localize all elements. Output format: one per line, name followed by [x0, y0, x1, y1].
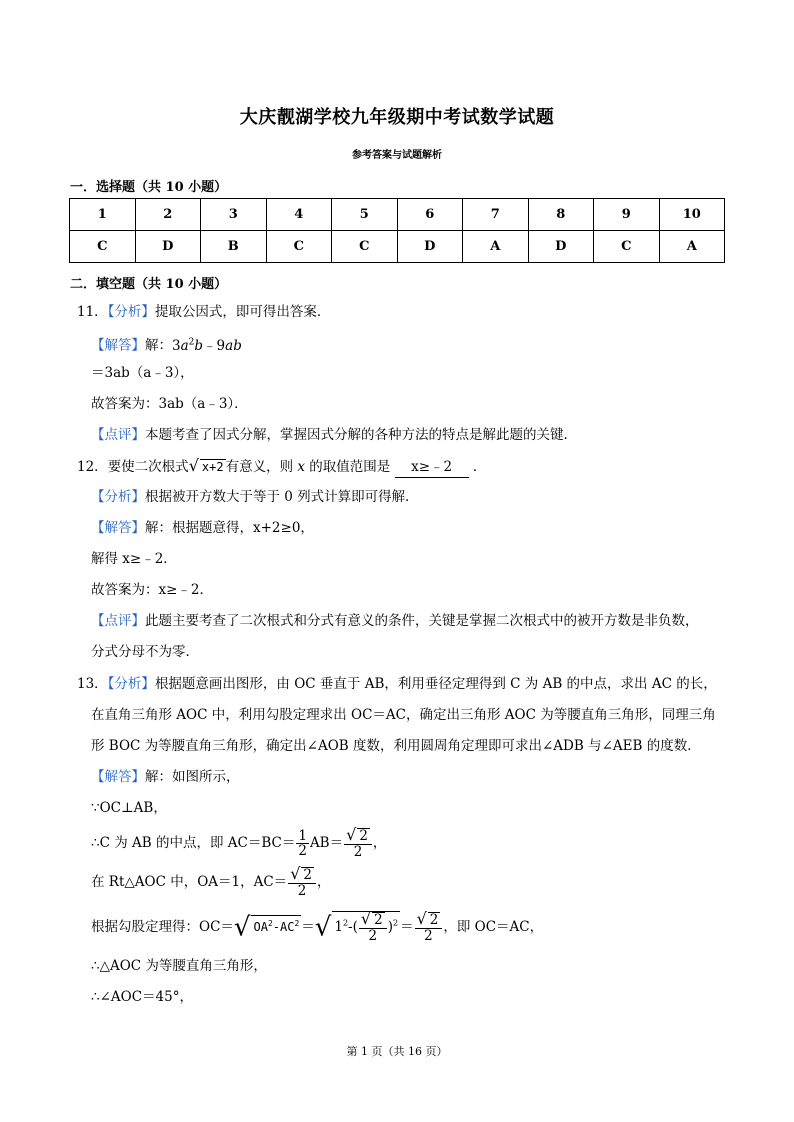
q13-rt-line: 在 Rt△AOC 中，OA＝1，AC＝ $\frac{√ 2}{2}$ ，: [91, 864, 331, 899]
radicand-oa2-ac2: $OA^2-AC^2$: [251, 915, 301, 935]
radical-sign: √: [233, 912, 251, 943]
q13-midpoint-text-b: AB＝: [309, 835, 344, 851]
q13-analysis-line: [77, 674, 717, 694]
q12-radicand: x+2: [201, 460, 224, 474]
analysis-tag: 【分析】: [107, 304, 155, 320]
q12-comment-line: [91, 611, 699, 631]
answer-letter: D: [397, 231, 463, 263]
comment-tag: 【点评】: [91, 613, 145, 629]
q12-answer-blank: x≥﹣2: [395, 457, 469, 478]
q11-solution-prefix: 解：: [145, 337, 172, 354]
fraction-root2-over-2: $\frac{√ 2}{2}$: [344, 828, 372, 859]
q13-number: 13．: [77, 676, 108, 692]
q13-pythagoras-text: 根据勾股定理得：OC＝: [91, 919, 234, 935]
radicand-expression: $1^2-$( $\frac{√ 2}{2}$ )$^2$: [334, 909, 399, 944]
answer-table-number-row: [70, 199, 725, 231]
q12-step2: 解得 x≥﹣2．: [91, 551, 177, 567]
q13-pythagoras-line: 根据勾股定理得：OC＝√ $OA^2-AC^2$ ＝√ $1^2-$( $\frac{√ 2}{2}$ )$^2$ ＝ $\frac{√ 2}{2}$ ，即 OC＝AC，: [91, 909, 544, 944]
q13-analysis-1: 根据题意画出图形，由 OC 垂直于 AB，利用垂径定理得到 C 为 AB 的中点，求出 AC 的长，: [154, 676, 717, 692]
answer-letter: A: [463, 231, 529, 263]
q13-analysis-2: 在直角三角形 AOC 中，利用勾股定理求出 OC＝AC，确定出三角形 AOC 为等腰直角三角形，同理三角: [91, 707, 716, 723]
q11-analysis-line: [77, 302, 330, 322]
question-number: 9: [594, 199, 660, 231]
q11-number: 11．: [77, 304, 108, 320]
question-number: 5: [332, 199, 398, 231]
q12-stem-b: 有意义，则: [225, 459, 294, 475]
answer-table: [69, 198, 725, 263]
answer-table-answer-row: [70, 231, 725, 263]
question-number: 7: [463, 199, 529, 231]
radical-sign: √: [188, 456, 199, 475]
q12-analysis: 根据被开方数大于等于 0 列式计算即可得解．: [145, 489, 419, 505]
answer-letter: C: [70, 231, 136, 263]
analysis-tag: 【分析】: [107, 676, 155, 692]
question-number: 3: [201, 199, 267, 231]
q13-because-line: ∵OC⊥AB，: [91, 800, 167, 816]
question-number: 8: [528, 199, 594, 231]
answer-letter: D: [528, 231, 594, 263]
q13-midpoint-text: ∴C 为 AB 的中点，即 AC＝BC＝: [91, 835, 296, 851]
q12-stem-a: 要使二次根式: [107, 459, 189, 475]
fraction-one-half: $\frac{1}{2}$: [298, 828, 307, 859]
page-subtitle: 参考答案与试题解析: [352, 150, 442, 161]
q11-comment: 本题考查了因式分解，掌握因式分解的各种方法的特点是解此题的关键．: [145, 427, 577, 443]
q12-step3: 故答案为：x≥﹣2．: [91, 582, 214, 598]
q13-isosceles-line: ∴△AOC 为等腰直角三角形，: [91, 958, 267, 974]
comment-tag: 【点评】: [91, 427, 145, 443]
section-heading-fill: 二．填空题（共 10 小题）: [70, 277, 228, 292]
q13-rt-text: 在 Rt△AOC 中，OA＝1，AC＝: [91, 874, 288, 890]
solution-tag: 【解答】: [91, 337, 145, 354]
q13-midpoint-line: ∴C 为 AB 的中点，即 AC＝BC＝ $\frac{1}{2}$ AB＝ $\frac{√ 2}{2}$ ，: [91, 825, 387, 860]
q11-expression: $3a^2b﹣9ab$: [172, 337, 242, 354]
q13-angle-line: ∴∠AOC＝45°，: [91, 989, 193, 1005]
page-footer: 第 1 页（共 16 页）: [346, 1045, 448, 1058]
q11-step2: ＝3ab（a﹣3），: [91, 365, 194, 381]
answer-letter: C: [266, 231, 332, 263]
q13-solution: 解：如图所示，: [145, 769, 240, 785]
q12-stem-c: 的取值范围是: [309, 459, 391, 475]
answer-letter: A: [659, 231, 725, 263]
q11-step3: 故答案为：3ab（a﹣3）．: [91, 396, 248, 412]
q13-pythagoras-text-b: ，即 OC＝AC，: [443, 919, 544, 935]
solution-tag: 【解答】: [91, 769, 145, 785]
q12-stem-line: 12．要使二次根式√ x+2 有意义，则 x 的取值范围是 x≥﹣2 ．: [77, 456, 486, 478]
analysis-tag: 【分析】: [91, 489, 145, 505]
q12-comment-2: 分式分母不为零．: [91, 644, 199, 660]
q11-comment-line: [91, 425, 577, 445]
fraction-root2-over-2: $\frac{√ 2}{2}$: [415, 912, 443, 943]
question-number: 4: [266, 199, 332, 231]
q11-analysis: 提取公因式，即可得出答案．: [154, 304, 331, 320]
q12-comment-1: 此题主要考查了二次根式和分式有意义的条件，关键是掌握二次根式中的被开方数是非负数，: [145, 613, 699, 629]
q11-solution-line: [91, 332, 242, 356]
answer-letter: C: [332, 231, 398, 263]
fraction-root2-over-2: $\frac{√ 2}{2}$: [288, 867, 316, 898]
question-number: 10: [659, 199, 725, 231]
question-number: 1: [70, 199, 136, 231]
answer-letter: B: [201, 231, 267, 263]
question-number: 6: [397, 199, 463, 231]
solution-tag: 【解答】: [91, 520, 145, 536]
question-number: 2: [135, 199, 201, 231]
radical-sign: √: [314, 912, 332, 943]
q12-number: 12．: [77, 459, 108, 475]
answer-letter: D: [135, 231, 201, 263]
q13-analysis-3: 形 BOC 为等腰直角三角形，确定出∠AOB 度数，利用圆周角定理即可求出∠ADB 与∠AEB 的度数．: [91, 738, 701, 754]
q12-solution-line: [91, 518, 314, 538]
section-heading-choice: 一．选择题（共 10 小题）: [70, 180, 228, 195]
q12-solution: 解：根据题意得，x+2≥0，: [145, 520, 314, 536]
q12-analysis-line: [91, 487, 419, 507]
answer-letter: C: [594, 231, 660, 263]
page-title: 大庆靓湖学校九年级期中考试数学试题: [239, 107, 555, 128]
q13-solution-line: [91, 767, 240, 787]
